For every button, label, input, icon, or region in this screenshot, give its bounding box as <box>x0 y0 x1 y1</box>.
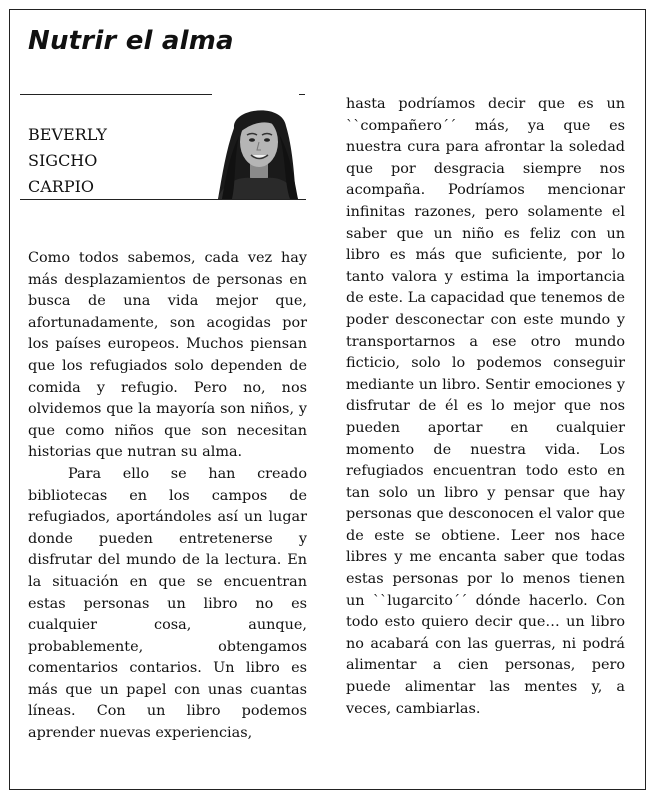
article-column-left <box>28 248 307 745</box>
divider-bottom <box>20 199 306 200</box>
author-first-name: BEVERLY <box>28 125 107 144</box>
paragraph-2: Para ello se han creado bibliotecas en los campos de refugiados, aportándoles así un lugar donde pueden entretenerse y disfrutar del mundo de la lectura. En la situación en que se encuentran estas personas un libro no es cualquier cosa, aunque, probablemente, obtengamos comentarios contarios. Un libro es más que un papel con unas cuantas líneas. Con un libro podemos aprender nuevas experiencias, <box>28 465 307 742</box>
author-photo <box>212 98 304 199</box>
divider-top <box>20 94 212 95</box>
paragraph-1: Como todos sabemos, cada vez hay más desplazamientos de personas en busca de una vida mejor que, afortunadamente, son acogidas por los países europeos. Muchos piensan que los refugiados solo dependen de comida y refugio. Pero no, nos olvidemos que la mayoría son niños, y que como niños que son necesitan historias que nutran su alma. <box>28 250 307 461</box>
article-title: Nutrir el alma <box>28 26 234 56</box>
author-surname-1: SIGCHO <box>28 151 98 170</box>
paragraph-3: hasta podríamos decir que es un ``compañero´´ más, ya que es nuestra cura para afrontar la soledad que por desgracia siempre nos acompaña. Podríamos mencionar infinitas razones, pero solamente el saber que un niño es feliz con un libro es más que suficiente, por lo tanto valora y estima la importancia de este. La capacidad que tenemos de poder desconectar con este mundo y transportarnos a ese otro mundo ficticio, solo lo podemos conseguir mediante un libro. Sentir emociones y disfrutar de él es lo mejor que nos pueden aportar en cualquier momento de nuestra vida. Los refugiados encuentran todo esto en tan solo un libro y pensar que hay personas que desconocen el valor que de este se obtiene. Leer nos hace libres y me encanta saber que todas estas personas por lo menos tienen un ``lugarcito´´ dónde hacerlo. Con todo esto quiero decir que… un libro no acabará con las guerras, ni podrá alimentar a cien personas, pero puede alimentar las mentes y, a veces, cambiarlas. <box>346 96 625 717</box>
article-column-right <box>346 94 625 720</box>
author-byline <box>28 122 198 200</box>
author-surname-2: CARPIO <box>28 177 95 196</box>
divider-top-right <box>299 94 305 95</box>
